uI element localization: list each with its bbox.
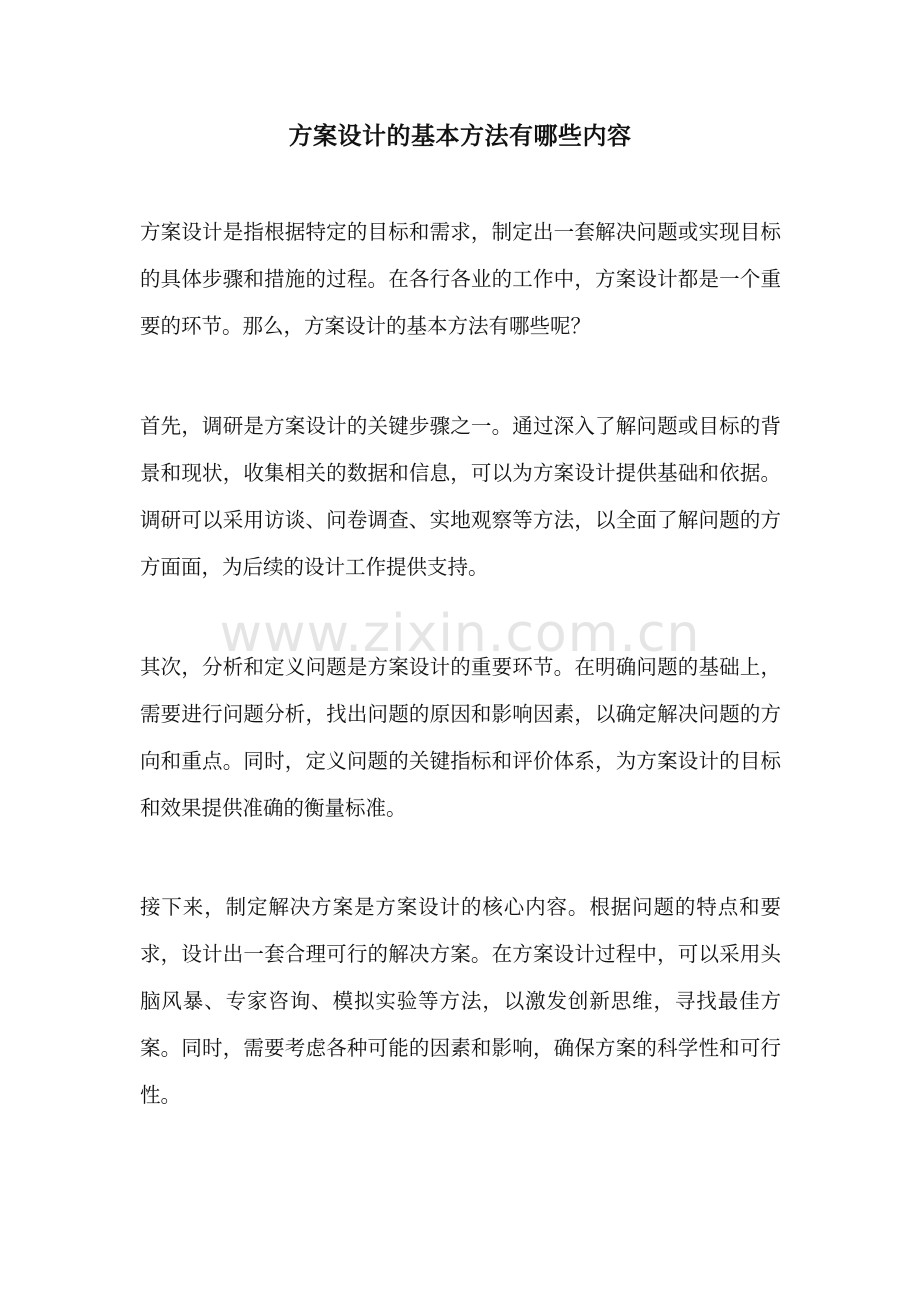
document-title: 方案设计的基本方法有哪些内容 (288, 121, 632, 150)
paragraph-solution: 接下来，制定解决方案是方案设计的核心内容。根据问题的特点和要求，设计出一套合理可行的解决方案。在方案设计过程中，可以采用头脑风暴、专家咨询、模拟实验等方法，以激发创新思维，寻找最佳方案。同时，需要考虑各种可能的因素和影响，确保方案的科学性和可行性。 (140, 895, 781, 1107)
paragraph-analysis: 其次，分析和定义问题是方案设计的重要环节。在明确问题的基础上，需要进行问题分析，找出问题的原因和影响因素，以确定解决问题的方向和重点。同时，定义问题的关键指标和评价体系，为方案设计的目标和效果提供准确的衡量标准。 (140, 655, 781, 820)
paragraph-research: 首先，调研是方案设计的关键步骤之一。通过深入了解问题或目标的背景和现状，收集相关的数据和信息，可以为方案设计提供基础和依据。调研可以采用访谈、问卷调查、实地观察等方法，以全面了解问题的方方面面，为后续的设计工作提供支持。 (140, 414, 781, 579)
paragraph-intro: 方案设计是指根据特定的目标和需求，制定出一套解决问题或实现目标的具体步骤和措施的过程。在各行各业的工作中，方案设计都是一个重要的环节。那么，方案设计的基本方法有哪些呢？ (140, 220, 781, 338)
watermark: www.zixin.com.cn (219, 604, 701, 664)
